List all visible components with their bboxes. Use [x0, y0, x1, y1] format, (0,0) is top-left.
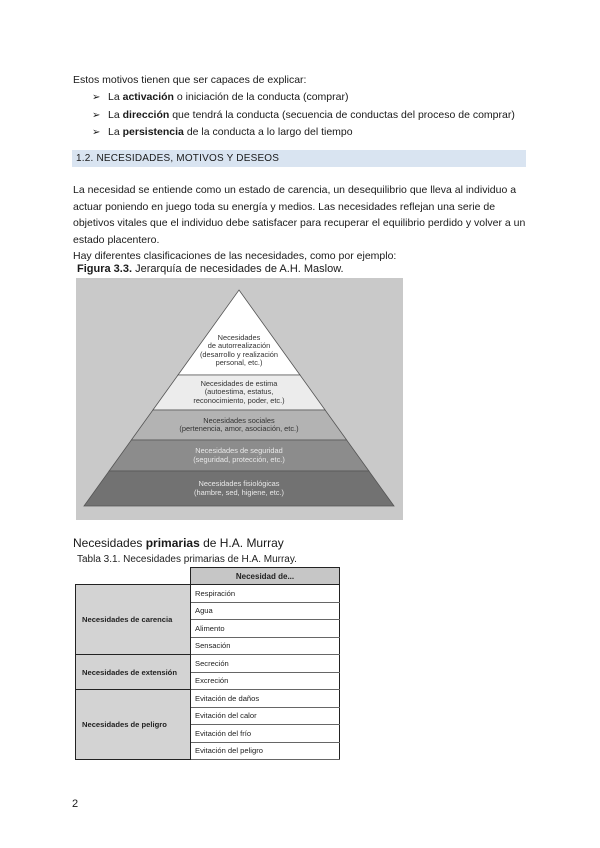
table-caption: Tabla 3.1. Necesidades primarias de H.A. Murray.	[77, 554, 297, 565]
list-item: ➢ La dirección que tendrá la conducta (secuencia de conductas del proceso de comprar)	[92, 107, 515, 125]
table-cell: Agua	[191, 602, 340, 620]
table-cell: Evitación del frío	[191, 725, 340, 743]
pyramid-label-line: (seguridad, protección, etc.)	[193, 454, 285, 464]
table-cell: Sensación	[191, 637, 340, 655]
table-row	[76, 690, 340, 708]
pyramid-label-line: (autoestima, estatus,	[204, 387, 274, 397]
table-header: Necesidad de...	[191, 568, 340, 585]
section-heading: 1.2. NECESIDADES, MOTIVOS Y DESEOS	[76, 153, 280, 164]
maslow-pyramid-figure	[76, 278, 403, 520]
pyramid-label-line: (desarrollo y realización	[199, 349, 279, 359]
table-cell: Secreción	[191, 655, 340, 673]
table-cell: Evitación de daños	[191, 690, 340, 708]
arrow-bullet-icon: ➢	[92, 109, 101, 121]
pyramid-label-line: (pertenencia, amor, asociación, etc.)	[179, 424, 299, 433]
paragraph-text-2: Hay diferentes clasificaciones de las necesidades, como por ejemplo:	[73, 250, 397, 262]
pyramid-label-line: de autorrealización	[207, 341, 271, 350]
pyramid-label-line: Necesidades de estima	[200, 378, 278, 388]
pyramid-level-label	[159, 417, 319, 434]
table-row	[76, 585, 340, 603]
intro-text: Estos motivos tienen que ser capaces de explicar:	[73, 74, 307, 86]
table-cell: Excreción	[191, 672, 340, 690]
figure-caption	[77, 262, 344, 276]
paragraph-text: La necesidad se entiende como un estado de carencia, un desequilibrio que lleva al individuo a actuar poniendo en juego toda su energía y medios. Las necesidades reflejan una serie de objetivos vitales que el individuo debe satisfacer para recuperar el equilibrio perdido y volver a un estado placentero.	[73, 184, 526, 246]
pyramid-label-line: (hambre, sed, higiene, etc.)	[194, 487, 284, 497]
table-group-cell: Necesidades de carencia	[76, 585, 191, 655]
figure-caption-text: Jerarquía de necesidades de A.H. Maslow.	[135, 263, 344, 275]
list-item: ➢ La activación o iniciación de la conducta (comprar)	[92, 89, 515, 107]
pyramid-label-line: Necesidades fisiológicas	[198, 479, 280, 488]
table-group-cell: Necesidades de extensión	[76, 655, 191, 690]
page-number: 2	[72, 798, 79, 810]
murray-needs-table	[75, 567, 340, 760]
table-cell: Evitación del calor	[191, 707, 340, 725]
pyramid-label-line: reconocimiento, poder, etc.)	[193, 395, 285, 405]
list-item: ➢ La persistencia de la conducta a lo largo del tiempo	[92, 124, 515, 142]
table-header-row	[76, 568, 340, 585]
table-cell: Evitación del peligro	[191, 742, 340, 760]
pyramid-label-line: Necesidades de seguridad	[195, 446, 283, 455]
pyramid-level-label	[159, 480, 319, 497]
table-cell: Alimento	[191, 620, 340, 638]
murray-title: Necesidades primarias de H.A. Murray	[73, 536, 284, 550]
pyramid-level-label	[159, 447, 319, 464]
arrow-bullet-icon: ➢	[92, 92, 101, 103]
pyramid-label-line: Necesidades	[217, 332, 261, 342]
pyramid-label-line: personal, etc.)	[215, 358, 263, 367]
table-row	[76, 655, 340, 673]
pyramid-level-label	[159, 380, 319, 406]
table-cell: Respiración	[191, 585, 340, 603]
motives-list	[92, 89, 515, 142]
pyramid-level-label	[159, 334, 319, 368]
figure-label: Figura 3.3.	[77, 263, 133, 275]
body-paragraph	[73, 182, 533, 265]
arrow-bullet-icon: ➢	[92, 127, 101, 138]
table-header-empty	[76, 568, 191, 585]
table-group-cell: Necesidades de peligro	[76, 690, 191, 760]
pyramid-label-line: Necesidades sociales	[203, 415, 275, 425]
